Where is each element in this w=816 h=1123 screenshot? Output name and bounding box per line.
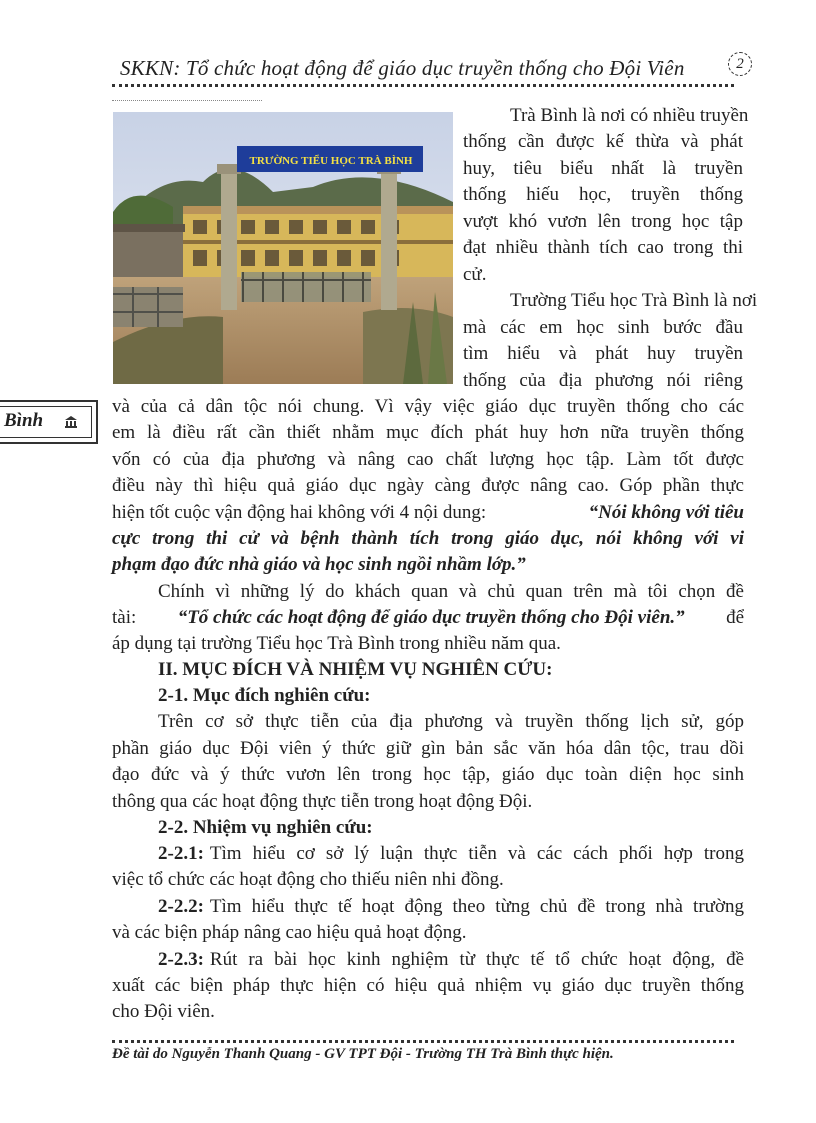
school-photo bbox=[113, 112, 453, 384]
section-heading: II. MỤC ĐÍCH VÀ NHIỆM VỤ NGHIÊN CỨU: bbox=[158, 659, 553, 680]
text-line: vốn có của địa phương và nâng cao chất lượng học tập. Làm tốt được bbox=[112, 449, 744, 470]
page-number: 2 bbox=[728, 52, 752, 76]
task-text: Tìm hiểu thực tế hoạt động theo từng chủ đề trong nhà trường bbox=[209, 896, 744, 917]
monument-icon bbox=[64, 415, 78, 434]
text-line: vượt khó vươn lên trong học tập bbox=[463, 211, 743, 232]
text-line bbox=[112, 605, 744, 632]
text-line: Trường Tiểu học Trà Bình là nơi bbox=[510, 290, 758, 311]
text-line: và của cả dân tộc nói chung. Vì vậy việc giáo dục truyền thống cho các bbox=[112, 396, 744, 417]
subsection-heading: 2-2. Nhiệm vụ nghiên cứu: bbox=[158, 817, 373, 838]
school-sign-text: TRƯỜNG TIỂU HỌC TRÀ BÌNH bbox=[249, 155, 413, 167]
sidebar-tab bbox=[0, 392, 100, 448]
topic-title: “Tổ chức các hoạt động để giáo dục truyền thống cho Đội viên.” bbox=[177, 607, 685, 628]
text-line: áp dụng tại trường Tiểu học Trà Bình trong nhiều năm qua. bbox=[112, 633, 561, 654]
text-line: thông qua các hoạt động thực tiễn trong hoạt động Đội. bbox=[112, 791, 533, 812]
footer-divider bbox=[112, 1040, 734, 1043]
task-number: 2-2.1: bbox=[158, 843, 204, 864]
task-text: Tìm hiểu cơ sở lý luận thực tiễn và các cách phối hợp trong bbox=[209, 843, 744, 864]
task-number: 2-2.2: bbox=[158, 896, 204, 917]
text-line: cử. bbox=[463, 264, 487, 285]
task-item bbox=[158, 947, 744, 974]
text-line: đạo đức và ý thức vươn lên trong học tập, giáo dục toàn diện học sinh bbox=[112, 764, 744, 785]
text-line: mà các em học sinh bước đầu bbox=[463, 317, 743, 338]
task-number: 2-2.3: bbox=[158, 949, 204, 970]
text-line: huy, tiêu biểu nhất là truyền bbox=[463, 158, 743, 179]
text-line bbox=[112, 500, 744, 527]
task-text: Rút ra bài học kinh nghiệm từ thực tế tổ chức hoạt động, đề bbox=[209, 949, 744, 970]
text-run: tài: bbox=[112, 607, 137, 628]
text-line: cho Đội viên. bbox=[112, 1001, 215, 1022]
text-run: để bbox=[726, 607, 744, 628]
text-line: thống hiếu học, truyền thống bbox=[463, 184, 743, 205]
text-run: hiện tốt cuộc vận động hai không với 4 nội dung: bbox=[112, 502, 487, 523]
text-line: điều này thì hiệu quả giáo dục ngày càng được nâng cao. Góp phần thực bbox=[112, 475, 744, 496]
quote-run: “Nói không với tiêu bbox=[588, 502, 744, 523]
sidebar-tab-label: Bình bbox=[4, 410, 44, 431]
text-line: phần giáo dục Đội viên ý thức giữ gìn bản sắc văn hóa dân tộc, trau dồi bbox=[112, 738, 744, 759]
subsection-heading: 2-1. Mục đích nghiên cứu: bbox=[158, 685, 371, 706]
task-item bbox=[158, 894, 744, 921]
text-line: Trà Bình là nơi có nhiều truyền bbox=[510, 105, 749, 126]
text-line: Chính vì những lý do khách quan và chủ quan trên mà tôi chọn đề bbox=[158, 581, 744, 602]
header-title: SKKN: Tổ chức hoạt động để giáo dục truyền thống cho Đội Viên bbox=[120, 56, 685, 80]
text-line: đạt nhiều thành tích cao trong thi bbox=[463, 237, 743, 258]
header-divider bbox=[112, 84, 734, 87]
header-subdivider bbox=[112, 100, 262, 101]
text-line: thống của địa phương nói riêng bbox=[463, 370, 743, 391]
task-item bbox=[158, 841, 744, 868]
page-footer: Đề tài do Nguyễn Thanh Quang - GV TPT Đội - Trường TH Trà Bình thực hiện. bbox=[112, 1046, 614, 1062]
text-line: thống cần được kế thừa và phát bbox=[463, 131, 743, 152]
quote-line: phạm đạo đức nhà giáo và học sinh ngồi nhầm lớp.” bbox=[112, 554, 526, 575]
text-line: và các biện pháp nâng cao hiệu quả hoạt động. bbox=[112, 922, 467, 943]
sidebar-tab-frame bbox=[0, 400, 98, 444]
text-line: xuất các biện pháp thực hiện có hiệu quả nhiệm vụ giáo dục truyền thống bbox=[112, 975, 744, 996]
text-line: tìm hiểu và phát huy truyền bbox=[463, 343, 743, 364]
quote-line: cực trong thi cử và bệnh thành tích trong giáo dục, nói không với vi bbox=[112, 528, 744, 549]
text-line: Trên cơ sở thực tiễn của địa phương và truyền thống lịch sử, góp bbox=[158, 711, 744, 732]
text-line: việc tổ chức các hoạt động cho thiếu niên nhi đồng. bbox=[112, 869, 504, 890]
text-line: em là điều rất cần thiết nhằm mục đích phát huy hơn nữa truyền thống bbox=[112, 422, 744, 443]
